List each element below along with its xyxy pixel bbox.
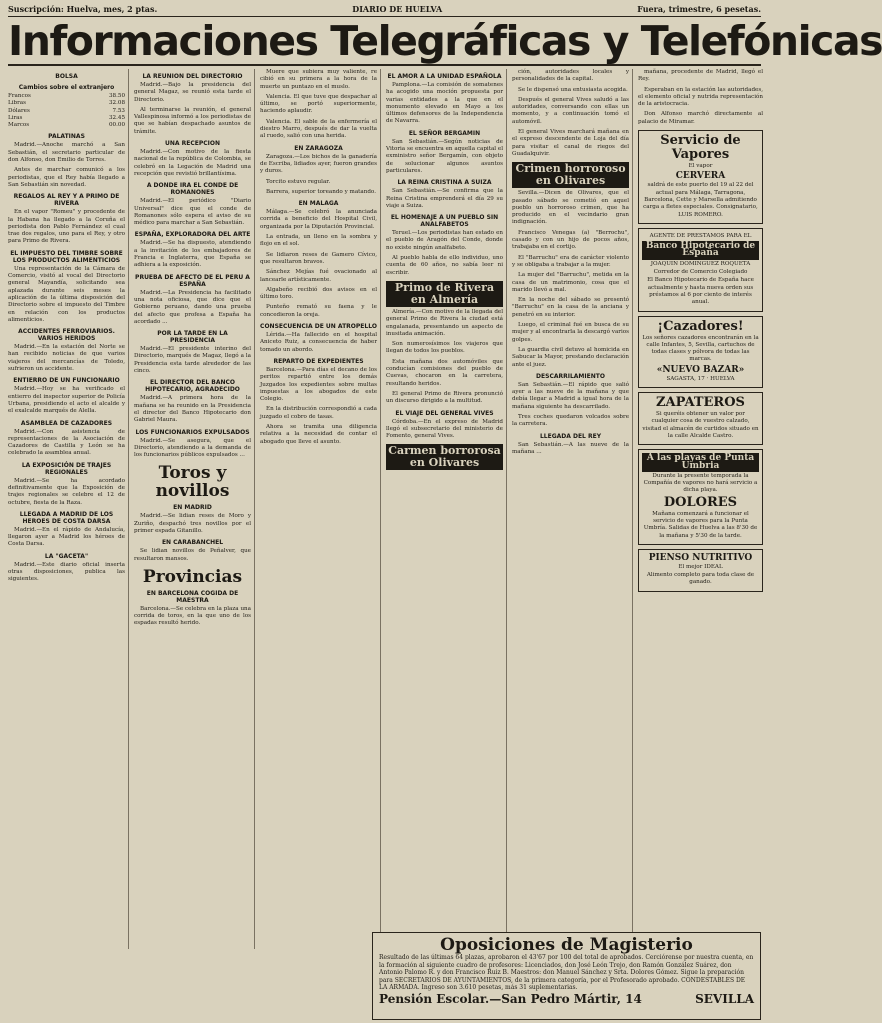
article-text: Madrid.—El periódico "Diario Universal" dice que el conde de Romanones sólo espera el aviso de su médico para marchar a San Sebastián. (134, 198, 251, 227)
article-heading: ESPAÑA, EXPLORADORA DEL ARTE (134, 231, 251, 239)
article-heading: UNA RECEPCION (164, 140, 220, 148)
article-heading: A DONDE IRA EL CONDE DE ROMANONES (146, 182, 239, 197)
boxed-title-carmen: Carmen borrorosa en Olivares (386, 444, 503, 470)
article-text: Madrid.—Este diario oficial inserta otras disposiciones, publica las siguientes. (8, 561, 125, 583)
article-text: San Sebastián.—El rápido que salió ayer a las nueve de la mañana y que debía llegar a Madrid a igual hora de la mañana siguiente ha descarrilado. (512, 381, 629, 410)
article-text: Madrid.—A primera hora de la mañana se ha reunido en la Presidencia el director del Banco Hipotecario don Gabriel Maura. (134, 395, 251, 424)
article-heading: ENTIERRO DE UN FUNCIONARIO (13, 377, 120, 385)
article-text: Madrid.—Se lidian reses de Moro y Zuriño, despachó tres novillos por el primer espada Gitanillo. (134, 513, 251, 534)
article-text: Valencia. El que tuve que despachar al último, se portó superiormente, haciendo aplaudir. (260, 93, 377, 115)
ad-text: Corredor de Comercio Colegiado (653, 269, 748, 276)
ad-footer-city: SEVILLA (695, 991, 754, 1006)
article-heading: DESCARRILAMIENTO (536, 372, 605, 380)
article-text: Tres coches quedaron volcados sobre la carretera. (512, 413, 629, 428)
rate-row: Liras 32.45 (8, 114, 125, 121)
article-heading: EL AMOR A LA UNIDAD ESPAÑOLA (387, 73, 502, 80)
article-text: mañana, procedente de Madrid, llegó el Rey. (638, 69, 763, 83)
article-text: Se le dispensó una entusiasta acogida. (518, 86, 628, 93)
ad-title: PIENSO NUTRITIVO (648, 552, 753, 563)
article-text: Zaragoza.—Los bichos de la ganadería de Escriba, lidiados ayer, fueron grandes y duros. (260, 153, 377, 175)
article-text: Madrid.—Con motivo de la fiesta nacional de la república de Colombia, se celebró en la Legación de Madrid una recepción que revistió brillantísima. (134, 149, 251, 177)
article-text: Madrid.—Anoche marchó a San Sebastián, el secretario particular de don Alfonso, don Emilio de Torres. (8, 142, 125, 164)
article-heading: EL SEÑOR BERGAMIN (408, 129, 481, 137)
subscription-note: Suscripción: Huelva, mes, 2 ptas. (8, 4, 158, 14)
article-text: Barcelona.—Se celebra en la plaza una corrida de toros, en la que uno de los espadas resultó herido. (134, 605, 251, 627)
ad-text: saldrá de este puerto del 19 al 22 del actual para Málaga, Tarragona, Barcelona, Cette y Marsella admitiendo carga a fletes especiales. Consignatario, LUIS ROMERO. (643, 182, 758, 218)
article-text: San Sebastián.—Según noticias de Vitoria se encuentra en aquella capital el exministro señor Bergamín, con objeto de solucionar algunos asuntos particulares. (386, 138, 503, 174)
ad-text: Resultado de las últimas 64 plazas, aprobaron el 43'67 por 100 del total de aprobados. Cerciórense por nuestra cuenta, en la formación al siguiente cuadro de profesores: Licenciados, don José León Trejo, don Ramón González Suárez, don Antonio Palomo R. y don Francisco Ruiz B. Maestros: don Manuel Sánchez y Srta. Dolores Gómez. Sigue la preparación para SECRETARIOS DE AYUNTAMIENTOS, de la primera categoría, por el Profesorado aprobado. CONDESTABLES DE LA ARMADA. Ingreso son 3.610 pesetas, más 31 suplementarias. (379, 954, 754, 991)
ad-text: AGENTE DE PRESTAMOS PARA EL (649, 232, 752, 239)
article-text: Al pueblo habla de ello individuo, uno cuenta de 60 años, no sabía leer ni escribir. (386, 255, 503, 276)
ad-title: Servicio de Vapores (660, 133, 741, 163)
ad-title: Oposiciones de Magisterio (440, 935, 693, 955)
section-heading: BOLSA (55, 73, 78, 80)
article-text: San Sebastián.—Se confirma que la Reina Cristina emprenderá el día 29 su viaje a Suiza. (386, 188, 503, 209)
rate-row: Marcos 00.00 (8, 122, 125, 129)
article-text: El general Primo de Rivera pronunció un discurso dirigido a la multitud. (386, 390, 503, 405)
article-heading: REGALOS AL REY Y A PRIMO DE RIVERA (13, 193, 120, 208)
article-text: En la distribución correspondió a cada juzgado el cobro de tasas. (260, 406, 377, 420)
article-text: Madrid.—Se asegura, que el Directorio, atendiendo a la demanda de los funcionarios públicos expulsados ... (134, 437, 251, 459)
boxed-title-crimen: Crimen horroroso en Olivares (512, 162, 629, 188)
page-headline: Informaciones Telegráficas y Telefónicas (8, 17, 882, 65)
article-text: Ahora se tramita una diligencia relativa a la necesidad de contar el abogado que lleve el asunto. (260, 423, 377, 445)
article-text: Málaga.—Se celebró la anunciada corrida a beneficio del Hospital Civil, organizada por la Diputación Provincial. (260, 209, 377, 230)
ad-footer-address: Pensión Escolar.—San Pedro Mártir, 14 (379, 991, 642, 1006)
ad-title: ¡Cazadores! (657, 318, 744, 334)
article-heading: POR LA TARDE EN LA PRESIDENCIA (157, 330, 228, 345)
article-text: Don Alfonso marchó directamente al palacio de Miramar. (638, 111, 763, 125)
ad-footer (379, 991, 754, 1006)
article-text: Torcito estuvo regular. (266, 178, 331, 185)
article-heading: EL DIRECTOR DEL BANCO HIPOTECARIO, AGRADECIDO (145, 379, 240, 394)
exchange-rates (8, 93, 125, 129)
article-text: Sánchez Mejías fué ovacionado al lancearle artísticamente. (260, 269, 377, 283)
article-heading: LA REINA CRISTINA A SUIZA (397, 179, 492, 187)
outside-subscription-note: Fuera, trimestre, 6 pesetas. (637, 4, 761, 14)
rate-row: Francos 38.50 (8, 93, 125, 99)
article-text: Madrid.—En el rápido de Andalucía, llegaron ayer a Madrid los héroes de Costa Darsa. (8, 526, 125, 548)
article-heading: PALATINAS (48, 133, 85, 141)
article-text: La entrada, un lleno en la sombra y flojo en el sol. (260, 234, 377, 248)
article-text: Barrera, superior toreando y matando. (266, 188, 376, 195)
article-text: Se lidian novillos de Peñalver, que resultaron mansos. (134, 548, 251, 562)
article-text: Muere que subiera muy valiente, re cibió en su primera a la hora de la muerte un puntazo en el muslo. (260, 69, 377, 90)
article-heading: ASAMBLEA DE CAZADORES (20, 419, 113, 427)
ad-text: El vapor (688, 163, 713, 170)
article-heading: EN BARCELONA COGIDA DE MAESTRA (146, 589, 239, 604)
article-heading: EL VIAJE DEL GENERAL VIVES (395, 409, 494, 417)
article-text: En el vapor "Romeu" y procedente de la Habana ha llegado a la Coruña el periodista don Pablo Fernández el cual trae dos regalos, uno para el Rey, y otro para Primo de Rivera. (8, 209, 125, 245)
article-text: Esta mañana dos automóviles que conducían comisiones del pueblo de Cuevas, chocaron en la carretera, resultando heridos. (386, 358, 503, 387)
article-text: Una representación de la Cámara de Comercio, visitó al vocal del Directorio general Mayandía, solicitando sea aplazada durante seis meses la aplicación de la última disposición del Directorio sobre el impuesto del Timbre en relación con los productos alimenticios. (8, 265, 125, 323)
article-heading: LA EXPOSICIÓN DE TRAJES REGIONALES (21, 461, 112, 476)
article-heading: LA REUNION DEL DIRECTORIO (142, 73, 243, 80)
article-text: Luego, el criminal fué en busca de su mujer y al encontrarla la descargó varios golpes. (512, 322, 629, 343)
article-text: San Sebastián.—A las nueve de la mañana ... (512, 441, 629, 455)
ad-title: Banco Hipotecario de España (642, 241, 759, 260)
ad-punta-umbria (638, 449, 763, 545)
article-text: Madrid.—El presidente interino del Directorio, marqués de Magaz, llegó a la Presidencia esta tarde alrededor de las cinco. (134, 346, 251, 375)
article-heading: PRUEBA DE AFECTO DE EL PERU A ESPAÑA (135, 273, 250, 288)
article-heading: LOS FUNCIONARIOS EXPULSADOS (135, 428, 250, 436)
article-text: Madrid.—La Presidencia ha facilitado una nota oficiosa, que dice que el Gobierno peruano, dando una prueba del afecto que profesa a España ha acordado ... (134, 289, 251, 325)
column-5 (512, 69, 633, 949)
ad-agent: JOAQUIN DOMINGUEZ ROQUETA (650, 260, 751, 267)
article-heading: ACCIDENTES FERROVIARIOS. VARIOS HERIDOS (18, 328, 115, 343)
ad-text: Si queréis obtener un valor por cualquier cosa de vuestro calzado, visitad el almacén de curtidos situado en la calle Alcalde Castro. (642, 411, 759, 439)
rate-row: Dólares 7.53 (8, 107, 125, 114)
article-heading: EN ZARAGOZA (294, 144, 343, 152)
article-text: Francisco Venegas (a) "Berrochu", casado y con un hijo de pocos años, trabajaba en el cortijo. (512, 229, 629, 251)
boxed-title-primo: Primo de Rivera en Almería (386, 281, 503, 307)
article-text: Córdoba.—En el expreso de Madrid llegó el subsecretario del ministerio de Fomento, general Vives. (386, 418, 503, 440)
article-heading: EN CARABANCHEL (161, 539, 224, 547)
column-6 (638, 69, 766, 949)
ad-title: A las playas de Punta Umbria (642, 453, 759, 472)
folio-line (8, 4, 761, 17)
section-title-toros: Toros y novillos (155, 463, 230, 502)
ad-vapores (638, 130, 763, 224)
ad-ship-name: DOLORES (663, 494, 738, 510)
article-text: Antes de marchar comunicó a los periodistas, que el Rey había llegado a San Sebastián sin novedad. (8, 167, 125, 188)
column-1 (8, 69, 129, 949)
article-text: Al terminarse la reunión, el general Vallespinosa informó a los periodistas de que se habían despachado asuntos de trámite. (134, 106, 251, 135)
article-text: Madrid.—Bajo la presidencia del general Magaz, se reunió esta tarde el Directorio. (134, 82, 251, 103)
article-text: Punteño remató su faena y le concedieron la oreja. (260, 304, 377, 318)
article-text: Después el general Vives saludó a las autoridades, conversando con ellas un momento, y a continuación tomó el automóvil. (512, 96, 629, 125)
article-text: Valencia. El sable de la enfermería el diestro Marro, después de dar la vuelta al ruedo, salió con una herida. (260, 118, 377, 140)
article-text: El "Barruchu" era de carácter violento y se obligaba a trabajar a la mujer. (512, 254, 629, 268)
article-text: Madrid.—Hoy se ha verificado el entierro del inspector superior de Policía Urbana, presidiendo el acto el alcalde y el exalcalde marqués de Alella. (8, 386, 125, 415)
article-text: Se lidiaron reses de Gamero Cívico, que resultaron bravos. (260, 251, 377, 265)
section-subheading: Cambios sobre el extranjero (18, 84, 115, 91)
ad-text: Los señores cazadores encontrarán en la calle Infantes, 5, Sevilla, cartuchos de todas clases y pólvora de todas las marcas. (642, 334, 759, 363)
ad-text: Alimento completo para toda clase de ganado. (646, 572, 755, 586)
article-heading: LLEGADA DEL REY (539, 432, 602, 440)
column-2 (134, 69, 255, 949)
article-heading: EN MALAGA (298, 200, 339, 208)
ad-title: ZAPATEROS (656, 395, 745, 411)
ad-pienso (638, 549, 763, 592)
article-heading: EL HOMENAJE A UN PUEBLO SIN ANALFABETOS (390, 214, 499, 229)
article-text: Lérida.—Ha fallecido en el hospital Aniceto Ruiz, a consecuencia de haber tomado un abordo. (260, 332, 377, 353)
article-text: Son numerosísimos los viajeros que llegan de todos los pueblos. (386, 341, 503, 355)
ad-text: Durante la presente temporada la Compañía de vapores no hará servicio a dicha playa. (643, 472, 758, 494)
article-text: En la noche del sábado se presentó "Barruchu" en la casa de la anciana y penetró en su interior. (512, 297, 629, 318)
article-text: Teruel.—Los periodistas han estado en el pueblo de Aragón del Conde, donde no existe ningún analfabeto. (386, 230, 503, 251)
article-heading: EL IMPUESTO DEL TIMBRE SOBRE LOS PRODUCTOS ALIMENTICIOS (10, 249, 123, 264)
column-3 (260, 69, 381, 949)
section-title-provincias: Provincias (142, 566, 243, 587)
article-heading: CONSECUENCIA DE UN ATROPELLO (260, 323, 377, 331)
column-4 (386, 69, 507, 949)
article-text: El general Vives marchará mañana en el expreso descendente de Loja del día para visitar el canal de riegos del Guadalquivir. (512, 129, 629, 157)
article-text: Madrid.—Con asistencia de representaciones de la Asociación de Cazadores de Castilla y León se ha celebrado la asamblea anual. (8, 428, 125, 457)
article-text: La mujer del "Barruchu", metida en la casa de un matrimonio, cosa que el marido llevó a mal. (512, 272, 629, 293)
ad-zapateros (638, 392, 763, 445)
article-heading: REPARTO DE EXPEDIENTES (273, 357, 364, 365)
ad-banco (638, 228, 763, 312)
ad-text: Mañana comenzará a funcionar el servicio de vapores para la Punta Umbría. Salidas de Huelva a las 8'30 de la mañana y 5'30 de la tarde. (643, 510, 758, 539)
article-text: Esperaban en la estación las autoridades, el elemento oficial y nutrida representación de la aristocracia. (638, 86, 763, 108)
article-text: Madrid.—Se ha acordado definitivamente que la Exposición de trajes regionales se celebre el 12 de octubre, fiesta de la Raza. (8, 477, 125, 506)
ad-shop-name: «NUEVO BAZAR» (656, 364, 745, 375)
ad-address: SAGASTA, 17 · HUELVA (666, 375, 735, 382)
ad-subtitle: El mejor IDEAL (678, 563, 723, 570)
article-text: Almería.—Con motivo de la llegada del general Primo de Rivera la ciudad está engalanada, presentando un aspecto de inusitada animación. (386, 308, 503, 337)
article-text: Algabeño recibió dos avisos en el último toro. (260, 286, 377, 301)
masthead-name: DIARIO DE HUELVA (352, 4, 443, 14)
article-text: La guardia civil detuvo al homicida en Sabucar la Mayor, prestando declaración ante el juez. (512, 346, 629, 368)
article-heading: LLEGADA A MADRID DE LOS HEROES DE COSTA DARSA (19, 510, 114, 525)
ad-oposiciones (372, 932, 761, 1020)
article-heading: LA "GACETA" (44, 552, 89, 560)
ad-cazadores (638, 316, 763, 388)
rate-row: Libras 32.08 (8, 100, 125, 107)
article-text: Pamplona.—La comisión de somatenes ha acogido una moción propuesta por varias entidades a la que en el monumento elevado en Mayo a los últimos defensores de la Independencia de Navarra. (386, 82, 503, 125)
ad-ship-name: CERVERA (675, 171, 726, 182)
article-heading: EN MADRID (173, 504, 212, 512)
columns (8, 69, 761, 949)
article-text: ción, autoridades locales y personalidades de la capital. (512, 69, 629, 83)
article-text: Madrid.—Se ha dispuesto, atendiendo a la invitación de los embajadores de Francia e Inglaterra, que España se adhiera a la exposición. (134, 240, 251, 269)
article-text: Madrid.—En la estación del Norte se han recibido noticias de que varios viajeros del mercancías de Toledo, sufrieron un accidente. (8, 344, 125, 373)
ad-text: El Banco Hipotecario de España hace actualmente y hasta nueva orden sus préstamos al 6 por ciento de interés anual. (647, 277, 754, 306)
article-text: Barcelona.—Para días el decano de los peritos repartió entre los demás Juzgados los expedientes sobre multas impuestas a los abogados de este Colegio. (260, 366, 377, 403)
article-text: Sevilla.—Dicen de Olivares, que el pasado sábado se cometió en aquel pueblo un horroroso crimen, que ha producido en el vecindario gran indignación. (512, 190, 629, 226)
